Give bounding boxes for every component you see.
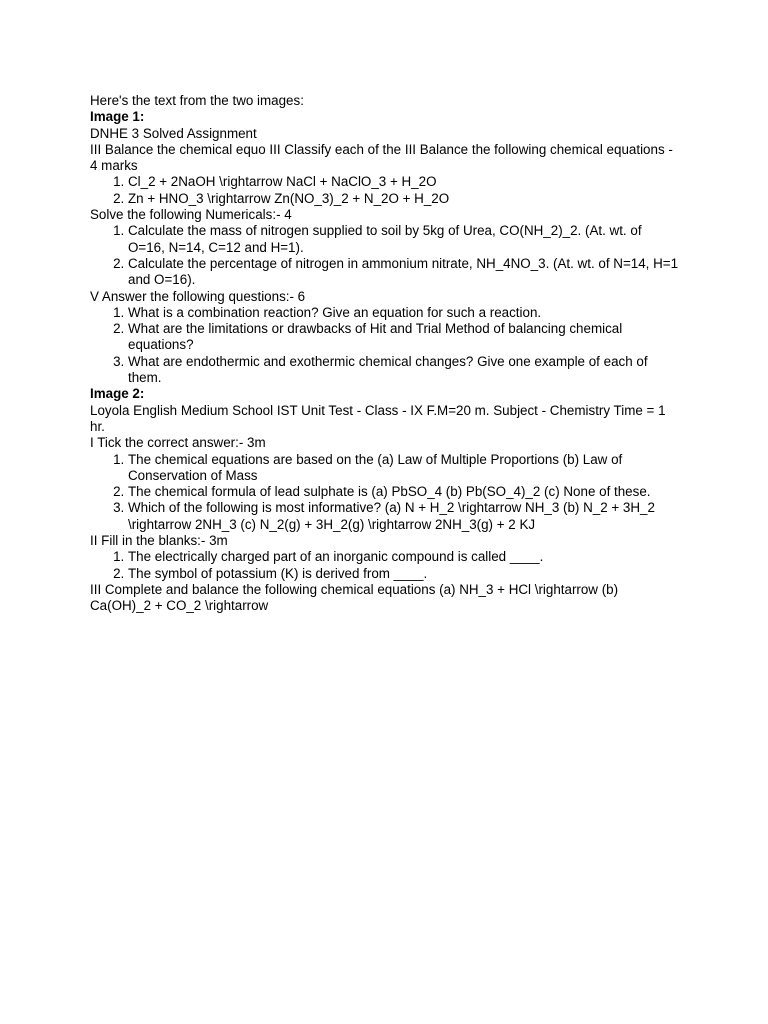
- image1-numericals-heading: Solve the following Numericals:- 4: [90, 207, 292, 223]
- list-item: 1. Cl_2 + 2NaOH \rightarrow NaCl + NaClO_3 + H_2O: [128, 174, 680, 190]
- image1-section3-list: [90, 174, 680, 207]
- list-item: 2. The symbol of potassium (K) is derived from ____.: [128, 566, 680, 582]
- list-item: 2. Zn + HNO_3 \rightarrow Zn(NO_3)_2 + N_2O + H_2O: [128, 191, 680, 207]
- image1-section3-heading: III Balance the chemical equo III Classify each of the III Balance the following chemical equations - 4 marks: [90, 141, 673, 174]
- image1-section5-heading: V Answer the following questions:- 6: [90, 288, 306, 304]
- image1-section5-list: [90, 305, 680, 386]
- image1-numericals-list: [90, 223, 680, 288]
- list-item: 1. The chemical equations are based on the (a) Law of Multiple Proportions (b) Law of Conservation of Mass: [128, 452, 680, 485]
- list-item: 1. Calculate the mass of nitrogen supplied to soil by 5kg of Urea, CO(NH_2)_2. (At. wt. of O=16, N=14, C=12 and H=1).: [128, 223, 680, 256]
- list-item: 1. The electrically charged part of an inorganic compound is called ____.: [128, 549, 680, 565]
- list-item: 2. The chemical formula of lead sulphate is (a) PbSO_4 (b) Pb(SO_4)_2 (c) None of these.: [128, 484, 680, 500]
- list-item: 3. Which of the following is most informative? (a) N + H_2 \rightarrow NH_3 (b) N_2 + 3H_2 \rightarrow 2NH_3 (c) N_2(g) + 3H_2(g) \rightarrow 2NH_3(g) + 2 KJ: [128, 500, 680, 533]
- image2-title: Loyola English Medium School IST Unit Test - Class - IX F.M=20 m. Subject - Chemistry Time = 1 hr.: [90, 402, 666, 434]
- list-item: 2. What are the limitations or drawbacks of Hit and Trial Method of balancing chemical equations?: [128, 321, 680, 354]
- image2-section1-heading: I Tick the correct answer:- 3m: [90, 435, 266, 451]
- image2-section2-list: [90, 549, 680, 582]
- list-item: 3. What are endothermic and exothermic chemical changes? Give one example of each of them.: [128, 354, 680, 387]
- intro-text: Here's the text from the two images:: [90, 93, 304, 108]
- image1-heading: Image 1:: [90, 109, 145, 125]
- image2-section3-text: III Complete and balance the following chemical equations (a) NH_3 + HCl \rightarrow (b) Ca(OH)_2 + CO_2 \rightarrow: [90, 581, 619, 614]
- document-page: [90, 93, 680, 615]
- image2-heading: Image 2:: [90, 386, 145, 402]
- image1-title: DNHE 3 Solved Assignment: [90, 125, 257, 141]
- image2-section1-list: [90, 452, 680, 533]
- list-item: 2. Calculate the percentage of nitrogen in ammonium nitrate, NH_4NO_3. (At. wt. of N=14, H=1 and O=16).: [128, 256, 680, 289]
- image2-section2-heading: II Fill in the blanks:- 3m: [90, 533, 228, 549]
- list-item: 1. What is a combination reaction? Give an equation for such a reaction.: [128, 305, 680, 321]
